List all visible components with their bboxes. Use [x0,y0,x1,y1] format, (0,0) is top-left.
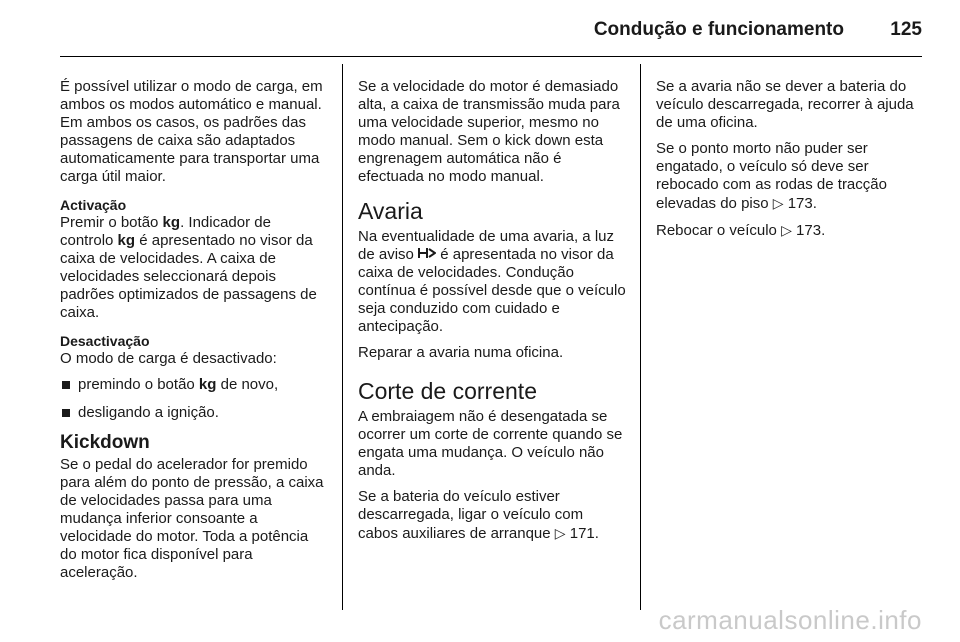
column-3 [656,78,924,250]
fault-heading: Avaria [358,198,423,224]
load-mode-intro: É possível utilizar o modo de carga, em ambos os modos automático e manual. Em ambos os casos, os padrões das passagens de caixa são adaptados automaticamente para transportar uma carga útil maior. [60,78,323,185]
column-divider-1 [342,64,343,610]
page-ref-link[interactable]: 173 [787,195,813,212]
kickdown-text: Se o pedal do acelerador for premido para além do ponto de pressão, a caixa de velocidades passa para uma mudança inferior consoante a velocidade do motor. Toda a potência do motor fica disponível para aceleração. [60,456,324,581]
activation-heading: Activação [60,197,127,213]
kg-label: kg [162,214,181,231]
page-ref-link[interactable]: 173 [796,222,822,239]
power-cut-heading: Corte de corrente [358,378,537,404]
fault-text: Na eventualidade de uma avaria, a luz de aviso é apresentada no visor da caixa de velocidades. Condução contínua é possível desde que o veículo seja conduzido com cuidado e antecipação. [358,228,626,335]
watermark: carmanualsonline.info [658,605,922,635]
kg-label: kg [117,232,136,249]
battery-fault-text: Se a avaria não se dever a bateria do veículo descarregada, recorrer à ajuda de uma oficina. [656,78,914,131]
page-number: 125 [890,19,922,40]
neutral-text: Se o ponto morto não puder ser engatado, o veículo só deve ser rebocado com as rodas de tracção elevadas do piso ▷ 173. [656,140,887,212]
bullet-square-icon [62,409,70,417]
column-divider-2 [640,64,641,610]
arrow-ref-icon: ▷ [772,195,784,211]
list-item: desligando a ignição. [60,404,328,422]
bullet-square-icon [62,381,70,389]
arrow-ref-icon: ▷ [554,525,566,541]
deactivation-text: O modo de carga é desactivado: [60,350,277,367]
battery-text: Se a bateria do veículo estiver descarregada, ligar o veículo com cabos auxiliares de arranque ▷ 171. [358,488,599,542]
column-2 [358,78,626,553]
power-cut-text: A embraiagem não é desengatada se ocorrer um corte de corrente quando se engata uma mudança. O veículo não anda. [358,408,623,479]
activation-text: Premir o botão kg. Indicador de controlo kg é apresentado no visor da caixa de velocidades. A caixa de velocidades seleccionará depois padrões optimizados de passagens de caixa. [60,214,317,321]
engine-speed-text: Se a velocidade do motor é demasiado alta, a caixa de transmissão muda para uma velocidade superior, mesmo no modo manual. Sem o kick down esta engrenagem automática não é efectuada no modo manual. [358,78,620,185]
column-1 [60,78,328,592]
deactivation-list [60,376,328,422]
gearbox-warning-icon [418,246,436,260]
page-header [60,0,922,57]
page-ref-link[interactable]: 171 [569,525,595,542]
list-item: premindo o botão kg de novo, [60,376,328,394]
kickdown-heading: Kickdown [60,432,150,453]
tow-text: Rebocar o veículo ▷ 173. [656,222,826,239]
page-title: Condução e funcionamento [593,19,844,40]
fault-repair-text: Reparar a avaria numa oficina. [358,344,564,361]
deactivation-heading: Desactivação [60,333,150,349]
kg-label: kg [198,376,217,393]
arrow-ref-icon: ▷ [781,222,792,238]
